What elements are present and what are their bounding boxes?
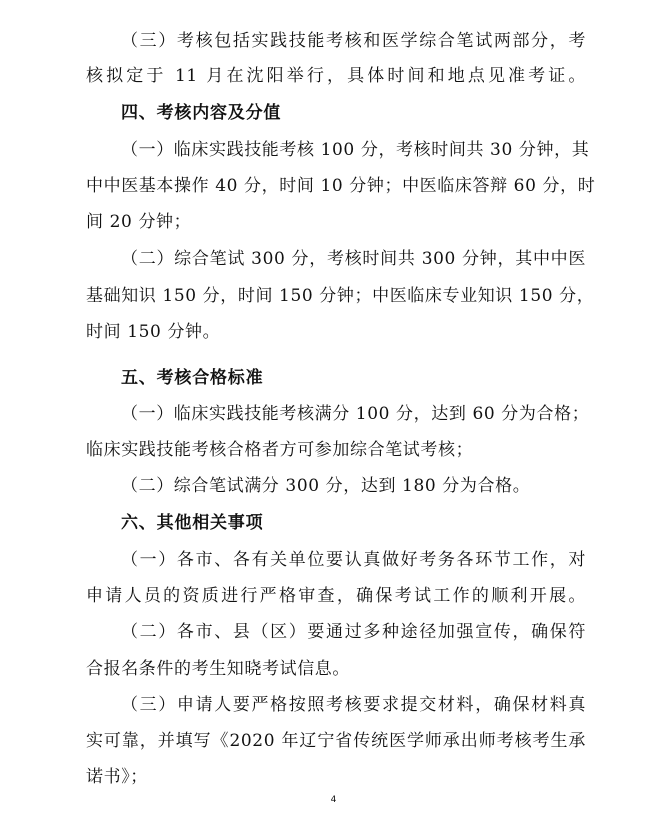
paragraph-line: （一）临床实践技能考核满分 100 分，达到 60 分为合格；: [121, 404, 590, 424]
paragraph-line: （三）申请人要严格按照考核要求提交材料，确保材料真: [121, 695, 586, 715]
paragraph-line: 诺书》；: [86, 767, 148, 787]
paragraph-line: 中中医基本操作 40 分，时间 10 分钟；中医临床答辩 60 分，时: [86, 176, 596, 196]
section-heading-4: 四、考核内容及分值: [121, 103, 282, 123]
paragraph-line: 核拟定于 11 月在沈阳举行，具体时间和地点见准考证。: [86, 66, 586, 86]
section-heading-6: 六、其他相关事项: [121, 513, 264, 533]
section-heading-5: 五、考核合格标准: [121, 368, 264, 388]
paragraph-line: 申请人员的资质进行严格审查，确保考试工作的顺利开展。: [86, 586, 586, 606]
page-number: 4: [330, 795, 337, 805]
paragraph-line: （一）临床实践技能考核 100 分，考核时间共 30 分钟，其: [121, 140, 590, 160]
paragraph-line: 时间 150 分钟。: [86, 322, 221, 342]
paragraph-line: （二）综合笔试 300 分，考核时间共 300 分钟，其中中医: [121, 249, 586, 269]
paragraph-line: （三）考核包括实践技能考核和医学综合笔试两部分，考: [121, 31, 586, 51]
paragraph-line: （二）综合笔试满分 300 分，达到 180 分为合格。: [121, 476, 531, 496]
paragraph-line: （一）各市、各有关单位要认真做好考务各环节工作，对: [121, 550, 586, 570]
paragraph-line: （二）各市、县（区）要通过多种途径加强宣传，确保符: [121, 622, 586, 642]
paragraph-line: 临床实践技能考核合格者方可参加综合笔试考核；: [86, 440, 474, 460]
paragraph-line: 间 20 分钟；: [86, 212, 192, 232]
paragraph-line: 基础知识 150 分，时间 150 分钟；中医临床专业知识 150 分，: [86, 286, 595, 306]
paragraph-line: 实可靠，并填写《2020 年辽宁省传统医学师承出师考核考生承: [86, 731, 586, 751]
paragraph-line: 合报名条件的考生知晓考试信息。: [86, 659, 350, 679]
